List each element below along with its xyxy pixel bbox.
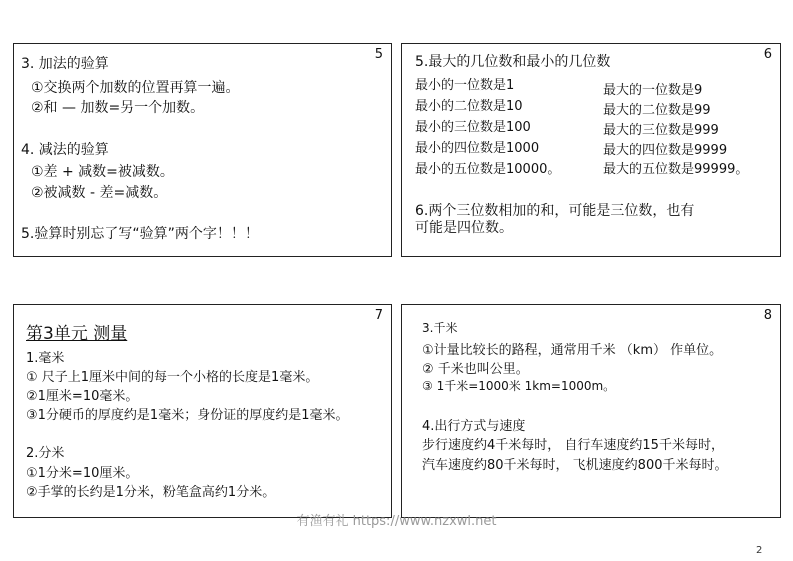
text-line: 步行速度约4千米每时， 自行车速度约15千米每时，: [422, 438, 724, 453]
card-5: [13, 43, 392, 257]
text-line: ①差 + 减数=被减数。: [31, 164, 174, 180]
text-line: ③1分硬币的厚度约是1毫米；身份证的厚度约是1毫米。: [26, 408, 349, 423]
text-line: 最小的一位数是1: [415, 78, 515, 93]
text-line: ①交换两个加数的位置再算一遍。: [31, 80, 240, 96]
text-line: ②被减数 - 差=减数。: [31, 185, 168, 201]
text-line: 可能是四位数。: [415, 220, 513, 236]
text-line: 汽车速度约80千米每时， 飞机速度约800千米每时。: [422, 458, 728, 473]
unit-title: 第3单元 测量: [26, 324, 128, 344]
card-7: [13, 304, 392, 518]
card-6: [401, 43, 781, 257]
text-line: 最大的一位数是9: [603, 83, 703, 98]
text-line: ②手掌的长约是1分米，粉笔盒高约1分米。: [26, 485, 276, 500]
text-line: 最大的二位数是99: [603, 103, 711, 118]
text-line: 6.两个三位数相加的和，可能是三位数，也有: [415, 203, 695, 219]
text-line: 最大的三位数是999: [603, 123, 719, 138]
text-line: 最小的五位数是10000。: [415, 162, 561, 177]
text-line: 最小的四位数是1000: [415, 141, 540, 156]
section-heading: 1.毫米: [26, 351, 65, 366]
text-line: ① 尺子上1厘米中间的每一个小格的长度是1毫米。: [26, 370, 319, 385]
section-heading: 4.出行方式与速度: [422, 419, 526, 434]
card-number: 7: [374, 308, 383, 323]
section-heading: 4. 减法的验算: [21, 142, 109, 158]
section-heading: 3. 加法的验算: [21, 56, 109, 72]
text-line: ②和 — 加数=另一个加数。: [31, 100, 205, 116]
card-number: 6: [763, 47, 772, 62]
text-line: 最小的三位数是100: [415, 120, 531, 135]
text-line: ② 千米也叫公里。: [422, 362, 529, 377]
text-line: ①1分米=10厘米。: [26, 466, 139, 481]
card-number: 8: [763, 308, 772, 323]
text-line: 最大的四位数是9999: [603, 143, 728, 158]
section-heading: 2.分米: [26, 446, 65, 461]
watermark: 有渔有礼 https://www.nzxwl.net: [296, 514, 497, 529]
text-line: ③ 1千米=1000米 1km=1000m。: [422, 379, 616, 393]
section-heading: 3.千米: [422, 321, 458, 335]
text-line: ②1厘米=10毫米。: [26, 389, 139, 404]
text-line: ①计量比较长的路程，通常用千米 （km） 作单位。: [422, 343, 723, 358]
text-line: 5.验算时别忘了写“验算”两个字！！！: [21, 226, 259, 242]
card-number: 5: [374, 47, 383, 62]
page-number: 2: [756, 545, 763, 556]
card-8: [401, 304, 781, 518]
text-line: 最大的五位数是99999。: [603, 162, 749, 177]
section-heading: 5.最大的几位数和最小的几位数: [415, 54, 611, 70]
text-line: 最小的二位数是10: [415, 99, 523, 114]
